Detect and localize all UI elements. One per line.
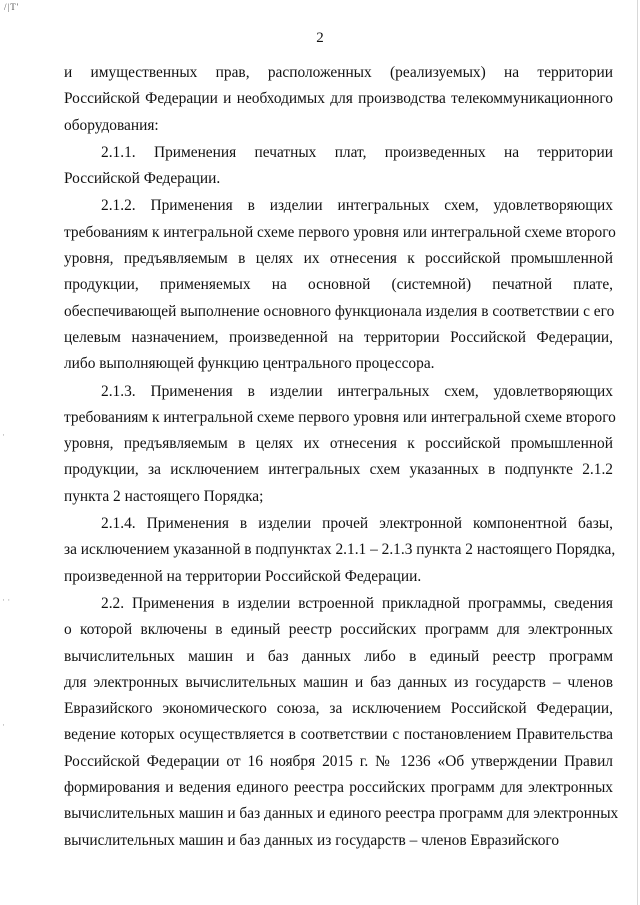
text-line: требованиям к интегральной схеме первого уровня или интегральной схеме второго <box>64 408 616 426</box>
text-line: за исключением указанной в подпунктах 2.1.1 – 2.1.3 пункта 2 настоящего Порядка, <box>64 541 616 559</box>
text-line: пункта 2 настоящего Порядка; <box>64 487 264 505</box>
text-line: целевым назначением, произведенной на территории Российской Федерации, <box>64 328 613 346</box>
text-line: 2.2. Применения в изделии встроенной прикладной программы, сведения <box>101 594 613 612</box>
text-line: вычислительных машин и баз данных из государств – членов Евразийского <box>64 831 560 849</box>
text-line: и имущественных прав, расположенных (реализуемых) на территории <box>64 64 613 81</box>
paragraph-p-2-1-1 <box>64 140 613 193</box>
text-line: формирования и ведения единого реестра российских программ для электронных <box>64 779 613 797</box>
paragraph-p-2-1-2 <box>64 193 616 377</box>
paragraph-p-2-1-4 <box>64 511 616 590</box>
text-line: 2.1.1. Применения печатных плат, произведенных на территории <box>101 143 613 161</box>
text-line: 2.1.4. Применения в изделии прочей электронной компонентной базы, <box>101 515 613 533</box>
text-line: ведение которых осуществляется в соответствии с постановлением Правительства <box>64 726 613 744</box>
text-line: уровня, предъявляемым в целях их отнесения к российской промышленной <box>64 435 613 453</box>
text-line: о которой включены в единый реестр российских программ для электронных <box>64 621 613 639</box>
text-line: 2.1.2. Применения в изделии интегральных схем, удовлетворяющих <box>101 197 613 215</box>
page-edge-shadow <box>637 0 638 905</box>
scan-speck: · · <box>2 595 11 605</box>
text-line: уровня, предъявляемым в целях их отнесения к российской промышленной <box>64 250 613 268</box>
scan-speck: · <box>2 430 5 440</box>
text-line: вычислительных машин и баз данных и единого реестра программ для электронных <box>64 805 619 823</box>
paragraph-p-2-1-3 <box>64 379 616 510</box>
text-line: Российской Федерации от 16 ноября 2015 г. № 1236 «Об утверждении Правил <box>64 752 613 770</box>
text-line: требованиям к интегральной схеме первого уровня или интегральной схеме второго <box>64 223 616 241</box>
paragraph-intro <box>64 60 613 139</box>
text-line: продукции, за исключением интегральных схем указанных в подпункте 2.1.2 <box>64 461 613 479</box>
text-line: продукции, применяемых на основной (системной) печатной плате, <box>64 276 613 294</box>
text-line: обеспечивающей выполнение основного функционала изделия в соответствии с его <box>64 302 615 320</box>
scan-speck: · <box>2 720 5 730</box>
text-line: вычислительных машин и баз данных либо в единый реестр программ <box>64 647 613 665</box>
scan-mark: /|T' <box>4 2 20 12</box>
text-line: 2.1.3. Применения в изделии интегральных схем, удовлетворяющих <box>101 382 613 400</box>
text-line: Российской Федерации. <box>64 170 221 188</box>
page-number: 2 <box>316 30 324 46</box>
text-line: произведенной на территории Российской Федерации. <box>64 567 422 585</box>
document-body <box>64 60 619 854</box>
text-line: оборудования: <box>64 116 159 134</box>
text-line: Российской Федерации и необходимых для производства телекоммуникационного <box>64 90 613 108</box>
text-line: Евразийского экономического союза, за исключением Российской Федерации, <box>64 700 613 718</box>
text-line: либо выполняющей функцию центрального процессора. <box>64 355 435 373</box>
text-line: для электронных вычислительных машин и баз данных из государств – членов <box>64 673 613 691</box>
paragraph-p-2-2 <box>64 591 619 854</box>
